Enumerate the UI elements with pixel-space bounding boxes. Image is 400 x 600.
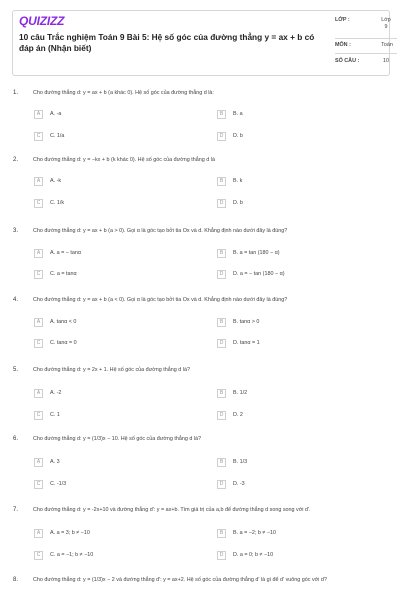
option-b-checkbox[interactable]: B — [217, 110, 226, 119]
quizizz-logo: QUIZIZZ — [19, 14, 65, 28]
option-b-text: B. a = −2; b ≠ −10 — [233, 530, 276, 536]
option-c-checkbox[interactable]: C — [34, 199, 43, 208]
option-b-checkbox[interactable]: B — [217, 318, 226, 327]
question-number: 4. — [13, 297, 19, 303]
option-d-checkbox[interactable]: D — [217, 339, 226, 348]
option-a-checkbox[interactable]: A — [34, 249, 43, 258]
option-row — [13, 389, 383, 399]
count-label: SỐ CÂU : — [335, 58, 360, 64]
option-row — [13, 551, 383, 561]
option-c-text: C. tanα = 0 — [50, 340, 77, 346]
option-a-text: A. tanα < 0 — [50, 319, 77, 325]
option-row — [13, 411, 383, 421]
option-d-checkbox[interactable]: D — [217, 551, 226, 560]
option-a-checkbox[interactable]: A — [34, 177, 43, 186]
option-d-checkbox[interactable]: D — [217, 199, 226, 208]
question-text: Cho đường thẳng d: y = (1/3)x − 2 và đường thẳng d': y = ax+2. Hệ số góc của đường thẳng d' là gì để d' vuông góc với d? — [33, 577, 327, 583]
question-text: Cho đường thẳng d: y = (1/3)x − 10. Hệ số góc của đường thẳng d là? — [33, 436, 202, 442]
option-b-text: B. tanα > 0 — [233, 319, 260, 325]
option-a-checkbox[interactable]: A — [34, 110, 43, 119]
question-number: 5. — [13, 367, 19, 373]
question-number: 8. — [13, 577, 19, 583]
option-d-text: D. b — [233, 133, 243, 139]
option-a-checkbox[interactable]: A — [34, 389, 43, 398]
option-c-text: C. 1/k — [50, 200, 65, 206]
question-number: 6. — [13, 436, 19, 442]
class-label: LỚP : — [335, 17, 350, 23]
option-row — [13, 132, 383, 142]
option-a-checkbox[interactable]: A — [34, 529, 43, 538]
option-d-checkbox[interactable]: D — [217, 411, 226, 420]
option-b-checkbox[interactable]: B — [217, 458, 226, 467]
worksheet-header — [12, 10, 393, 76]
option-row — [13, 270, 383, 280]
option-row — [13, 249, 383, 259]
option-b-checkbox[interactable]: B — [217, 529, 226, 538]
option-d-checkbox[interactable]: D — [217, 480, 226, 489]
option-a-checkbox[interactable]: A — [34, 458, 43, 467]
question-text: Cho đường thẳng d: y = -2x+10 và đường thẳng d': y = ax+b. Tìm giá trị của a,b để đường thẳng d song song với d'. — [33, 507, 311, 513]
question-text: Cho đường thẳng d: y = −kx + b (k khác 0). Hệ số góc của đường thẳng d là — [33, 157, 215, 163]
option-row — [13, 110, 383, 120]
question-text: Cho đường thẳng d: y = 2x + 1. Hệ số góc của đường thẳng d là? — [33, 367, 190, 373]
option-b-checkbox[interactable]: B — [217, 177, 226, 186]
option-c-checkbox[interactable]: C — [34, 132, 43, 141]
option-c-text: C. 1 — [50, 412, 60, 418]
option-c-checkbox[interactable]: C — [34, 270, 43, 279]
option-a-text: A. a = − tanα — [50, 250, 81, 256]
question-number: 2. — [13, 157, 19, 163]
option-row — [13, 318, 383, 328]
option-b-text: B. k — [233, 178, 243, 184]
option-a-text: A. -a — [50, 111, 62, 117]
option-c-checkbox[interactable]: C — [34, 339, 43, 348]
option-c-checkbox[interactable]: C — [34, 480, 43, 489]
question-text: Cho đường thẳng d: y = ax + b (a < 0). Gọi α là góc tạo bởi tia Ox và d. Khẳng định nào dưới đây là đúng? — [33, 297, 288, 303]
option-a-text: A. -2 — [50, 390, 62, 396]
option-row — [13, 177, 383, 187]
option-b-checkbox[interactable]: B — [217, 389, 226, 398]
option-c-text: C. a = tanα — [50, 271, 77, 277]
question-text: Cho đường thẳng d: y = ax + b (a khác 0). Hệ số góc của đường thẳng d là: — [33, 90, 214, 96]
question-text: Cho đường thẳng d: y = ax + b (a > 0). Gọi α là góc tạo bởi tia Ox và d. Khẳng định nào dưới đây là đúng? — [33, 228, 288, 234]
option-d-checkbox[interactable]: D — [217, 270, 226, 279]
option-row — [13, 199, 383, 209]
class-value: Lớp 9 — [381, 17, 391, 30]
option-row — [13, 339, 383, 349]
option-row — [13, 458, 383, 468]
count-value: 10 — [383, 58, 389, 64]
option-d-text: D. b — [233, 200, 243, 206]
question-number: 1. — [13, 90, 19, 96]
option-d-text: D. tanα = 1 — [233, 340, 260, 346]
question-number: 7. — [13, 507, 19, 513]
option-c-checkbox[interactable]: C — [34, 551, 43, 560]
question-number: 3. — [13, 228, 19, 234]
option-c-checkbox[interactable]: C — [34, 411, 43, 420]
option-d-text: D. -3 — [233, 481, 245, 487]
option-d-text: D. a = 0; b ≠ −10 — [233, 552, 274, 558]
subject-label: MÔN : — [335, 42, 351, 48]
option-c-text: C. 1/a — [50, 133, 65, 139]
subject-value: Toán — [381, 42, 393, 48]
meta-divider — [335, 53, 397, 54]
meta-divider — [335, 38, 397, 39]
option-d-checkbox[interactable]: D — [217, 132, 226, 141]
option-c-text: C. a = −1; b ≠ −10 — [50, 552, 94, 558]
option-c-text: C. -1/3 — [50, 481, 67, 487]
option-b-text: B. 1/3 — [233, 459, 248, 465]
option-d-text: D. a = − tan (180 − α) — [233, 271, 285, 277]
worksheet-title: 10 câu Trắc nghiệm Toán 9 Bài 5: Hệ số góc của đường thẳng y = ax + b có đáp án (Nhận biết) — [19, 32, 315, 53]
option-b-text: B. a = tan (180 − α) — [233, 250, 280, 256]
option-row — [13, 480, 383, 490]
option-b-text: B. 1/2 — [233, 390, 248, 396]
option-a-text: A. -k — [50, 178, 62, 184]
option-row — [13, 529, 383, 539]
option-a-text: A. 3 — [50, 459, 60, 465]
option-a-checkbox[interactable]: A — [34, 318, 43, 327]
option-a-text: A. a = 3; b ≠ −10 — [50, 530, 90, 536]
option-b-checkbox[interactable]: B — [217, 249, 226, 258]
option-d-text: D. 2 — [233, 412, 243, 418]
option-b-text: B. a — [233, 111, 243, 117]
